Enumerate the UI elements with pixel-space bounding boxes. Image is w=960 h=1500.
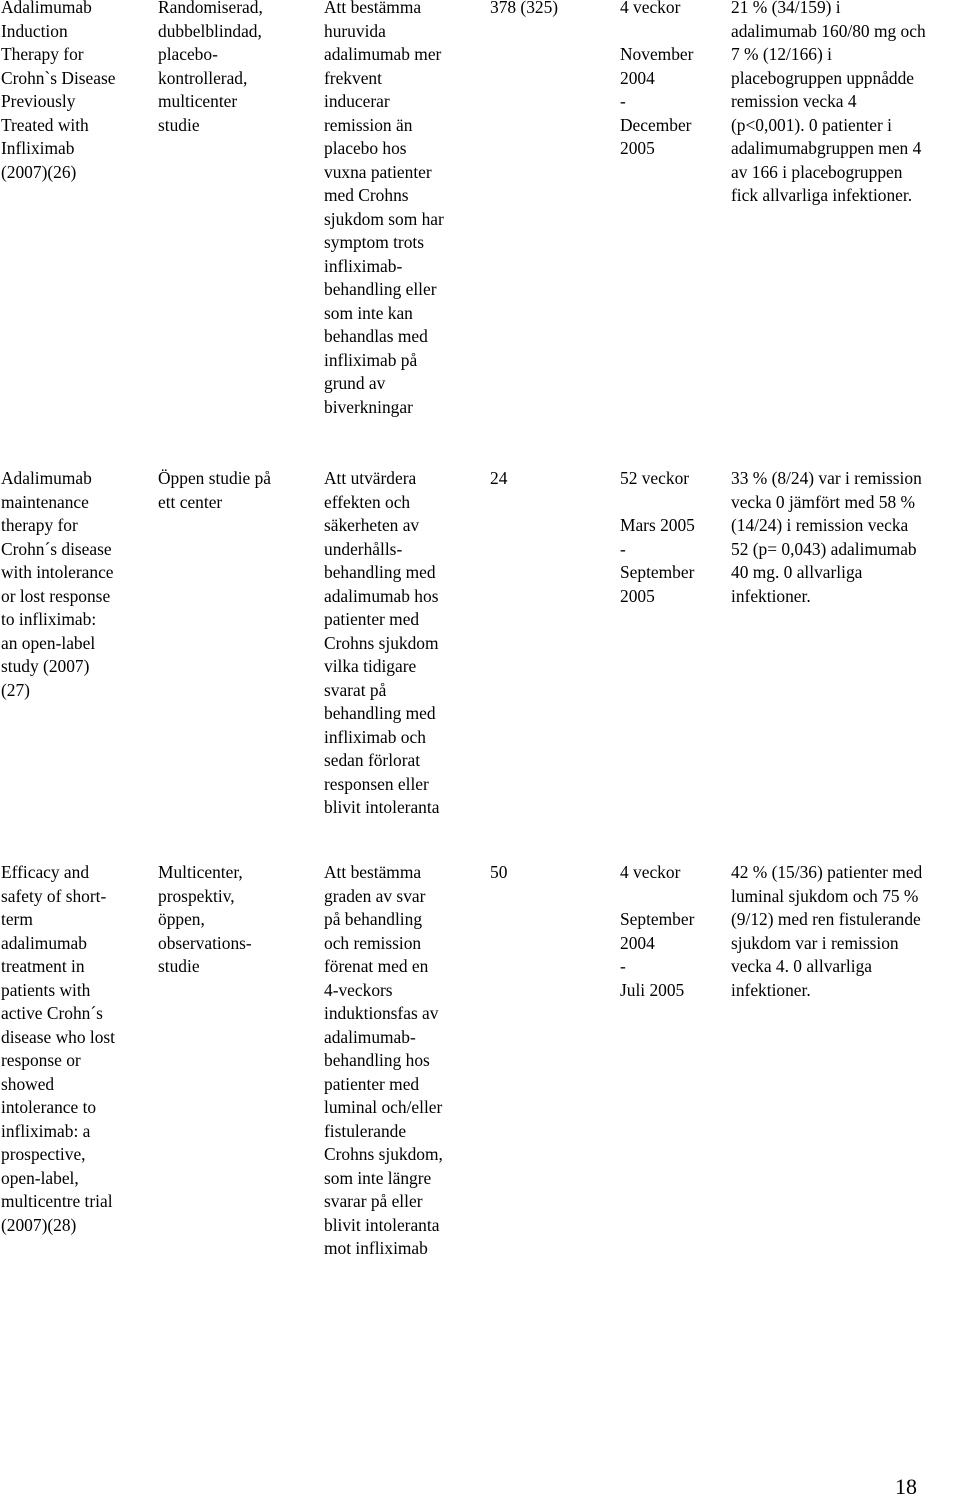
cell-line: Juli 2005 [620,979,685,1000]
cell-line: disease who lost [1,1026,115,1047]
cell-line: therapy for [1,515,78,535]
cell-line: November [620,44,694,64]
cell-line: med Crohns [324,185,409,205]
cell-line: open-label, [1,1167,79,1188]
cell-line: frekvent [324,67,382,88]
cell-line: prospective, [1,1144,86,1164]
cell-line: Att bestämma [324,862,422,882]
cell-line: placebo hos [324,138,407,158]
patient-count-cell [490,861,610,885]
cell-line: active Crohn´s [1,1003,103,1023]
cell-line: blivit intoleranta [324,797,440,817]
study-aim-cell [324,467,484,820]
cell-line: Crohns sjukdom, [324,1144,443,1164]
cell-line: adalimumabgruppen men 4 [731,138,922,158]
cell-line: behandling med [324,703,436,723]
study-result-cell [731,861,959,1002]
cell-line: Multicenter, [158,862,243,882]
cell-line: graden av svar [324,885,426,906]
cell-line: 21 % (34/159) i [731,0,841,17]
study-result-cell [731,0,959,208]
cell-line: vuxna patienter [324,161,432,182]
cell-line: Adalimumab [1,468,92,488]
cell-line: adalimumab 160/80 mg och [731,20,926,41]
cell-line: sjukdom som har [324,208,444,229]
cell-line: sedan förlorat [324,750,421,770]
study-design-cell [158,467,318,514]
cell-line: 42 % (15/36) patienter med [731,862,923,882]
cell-line: på behandling [324,909,423,929]
cell-line: Previously [1,91,76,111]
cell-line: placebogruppen uppnådde [731,67,915,88]
cell-line: adalimumab hos [324,585,439,606]
cell-line: symptom trots [324,232,425,252]
cell-line: vecka 4. 0 allvarliga [731,956,872,976]
cell-line: 33 % (8/24) var i remission [731,468,922,488]
patient-count-cell [490,0,610,20]
cell-line: adalimumab- [324,1026,416,1047]
cell-line: (14/24) i remission vecka [731,515,909,535]
cell-line: infliximab och [324,726,426,747]
cell-line: infliximab: a [1,1120,91,1141]
cell-line: - [620,538,626,559]
cell-line: (9/12) med ren fistulerande [731,909,921,929]
cell-line: behandlas med [324,326,428,346]
cell-line: studie [158,114,200,135]
cell-line: förenat med en [324,956,429,976]
cell-line: 52 veckor [620,468,690,488]
cell-line: multicenter [158,91,238,111]
cell-line: observations- [158,932,252,953]
cell-line: 24 [490,468,508,488]
cell-line: kontrollerad, [158,67,248,88]
cell-line: 2005 [620,585,655,606]
cell-line [620,491,725,515]
cell-line: December [620,114,692,135]
cell-line: behandling med [324,562,436,582]
cell-line: term [1,909,33,929]
cell-line: grund av [324,373,386,393]
cell-line: maintenance [1,491,89,512]
cell-line: inducerar [324,91,390,111]
cell-line: responsen eller [324,773,429,794]
cell-line: 4 veckor [620,862,681,882]
cell-line: (2007)(26) [1,161,77,182]
cell-line: Crohn`s Disease [1,67,116,88]
cell-line: remission än [324,114,413,135]
cell-line: ett center [158,491,223,512]
cell-line: Infliximab [1,138,75,158]
cell-line: 2004 [620,932,655,953]
cell-line: som inte längre [324,1167,432,1188]
cell-line: 50 [490,862,508,882]
study-duration-cell [620,467,725,608]
cell-line: 378 (325) [490,0,559,17]
cell-line: patients with [1,979,91,1000]
cell-line: remission vecka 4 [731,91,857,111]
cell-line: vilka tidigare [324,656,417,676]
cell-line: Att bestämma [324,0,422,17]
cell-line: 7 % (12/166) i [731,44,832,64]
cell-line: Adalimumab [1,0,92,17]
cell-line: fistulerande [324,1120,407,1141]
cell-line: (p<0,001). 0 patienter i [731,114,892,135]
study-title-cell [1,467,151,702]
cell-line: Crohn´s disease [1,538,112,559]
cell-line: infektioner. [731,979,811,1000]
cell-line [620,885,725,909]
cell-line: study (2007) [1,656,90,676]
study-title-cell [1,861,151,1237]
cell-line: - [620,91,626,111]
cell-line: patienter med [324,609,420,629]
cell-line: effekten och [324,491,411,512]
cell-line: och remission [324,932,422,953]
cell-line: underhålls- [324,538,403,559]
cell-line: mot infliximab [324,1238,428,1258]
cell-line: svarat på [324,679,387,700]
patient-count-cell [490,467,610,491]
cell-line: som inte kan [324,302,413,323]
page-number: 18 [895,1474,917,1499]
cell-line: Efficacy and [1,862,90,882]
cell-line: Randomiserad, [158,0,263,17]
cell-line: adalimumab [1,932,87,953]
cell-line: öppen, [158,909,205,929]
study-design-cell [158,861,318,979]
cell-line: patienter med [324,1073,420,1094]
cell-line: September [620,909,695,929]
cell-line: Treated with [1,114,89,135]
cell-line: placebo- [158,44,218,64]
cell-line: dubbelblindad, [158,20,262,41]
cell-line: 4-veckors [324,979,393,1000]
study-title-cell [1,0,151,184]
cell-line: sjukdom var i remission [731,932,899,953]
cell-line: luminal sjukdom och 75 % [731,885,919,906]
cell-line: - [620,956,626,976]
study-aim-cell [324,0,484,419]
cell-line: September [620,562,695,582]
cell-line: Mars 2005 [620,515,695,535]
cell-line: showed [1,1073,55,1094]
cell-line: 2004 [620,67,655,88]
cell-line: (27) [1,679,30,700]
cell-line: Att utvärdera [324,468,417,488]
cell-line: response or [1,1050,81,1070]
cell-line: with intolerance [1,562,114,582]
cell-line: Therapy for [1,44,84,64]
cell-line: blivit intoleranta [324,1214,440,1235]
cell-line: 4 veckor [620,0,681,17]
cell-line: vecka 0 jämfört med 58 % [731,491,915,512]
cell-line: intolerance to [1,1097,97,1117]
cell-line: multicentre trial [1,1191,113,1211]
cell-line: säkerheten av [324,515,420,535]
study-duration-cell [620,0,725,161]
cell-line: luminal och/eller [324,1097,443,1117]
cell-line: 2005 [620,138,655,158]
cell-line: fick allvarliga infektioner. [731,185,913,205]
cell-line: induktionsfas av [324,1003,439,1023]
cell-line: an open-label [1,632,96,653]
study-aim-cell [324,861,484,1261]
cell-line: infliximab- [324,255,403,276]
cell-line: behandling hos [324,1050,430,1070]
cell-line: huruvida [324,20,386,41]
cell-line: Induction [1,20,68,41]
cell-line: prospektiv, [158,885,235,906]
cell-line: 52 (p= 0,043) adalimumab [731,538,917,559]
cell-line: treatment in [1,956,85,976]
study-duration-cell [620,861,725,1002]
cell-line: safety of short- [1,885,107,906]
cell-line: adalimumab mer [324,44,442,64]
cell-line: infektioner. [731,585,811,606]
cell-line: or lost response [1,585,111,606]
cell-line: (2007)(28) [1,1214,77,1235]
cell-line: biverkningar [324,396,413,417]
cell-line: svarar på eller [324,1191,423,1211]
cell-line: studie [158,956,200,976]
cell-line: infliximab på [324,349,418,370]
study-result-cell [731,467,959,608]
cell-line [620,20,725,44]
cell-line: behandling eller [324,279,437,299]
cell-line: av 166 i placebogruppen [731,161,903,182]
cell-line: Crohns sjukdom [324,632,439,653]
cell-line: Öppen studie på [158,468,272,488]
cell-line: 40 mg. 0 allvarliga [731,562,863,582]
study-design-cell [158,0,318,137]
cell-line: to infliximab: [1,609,97,629]
